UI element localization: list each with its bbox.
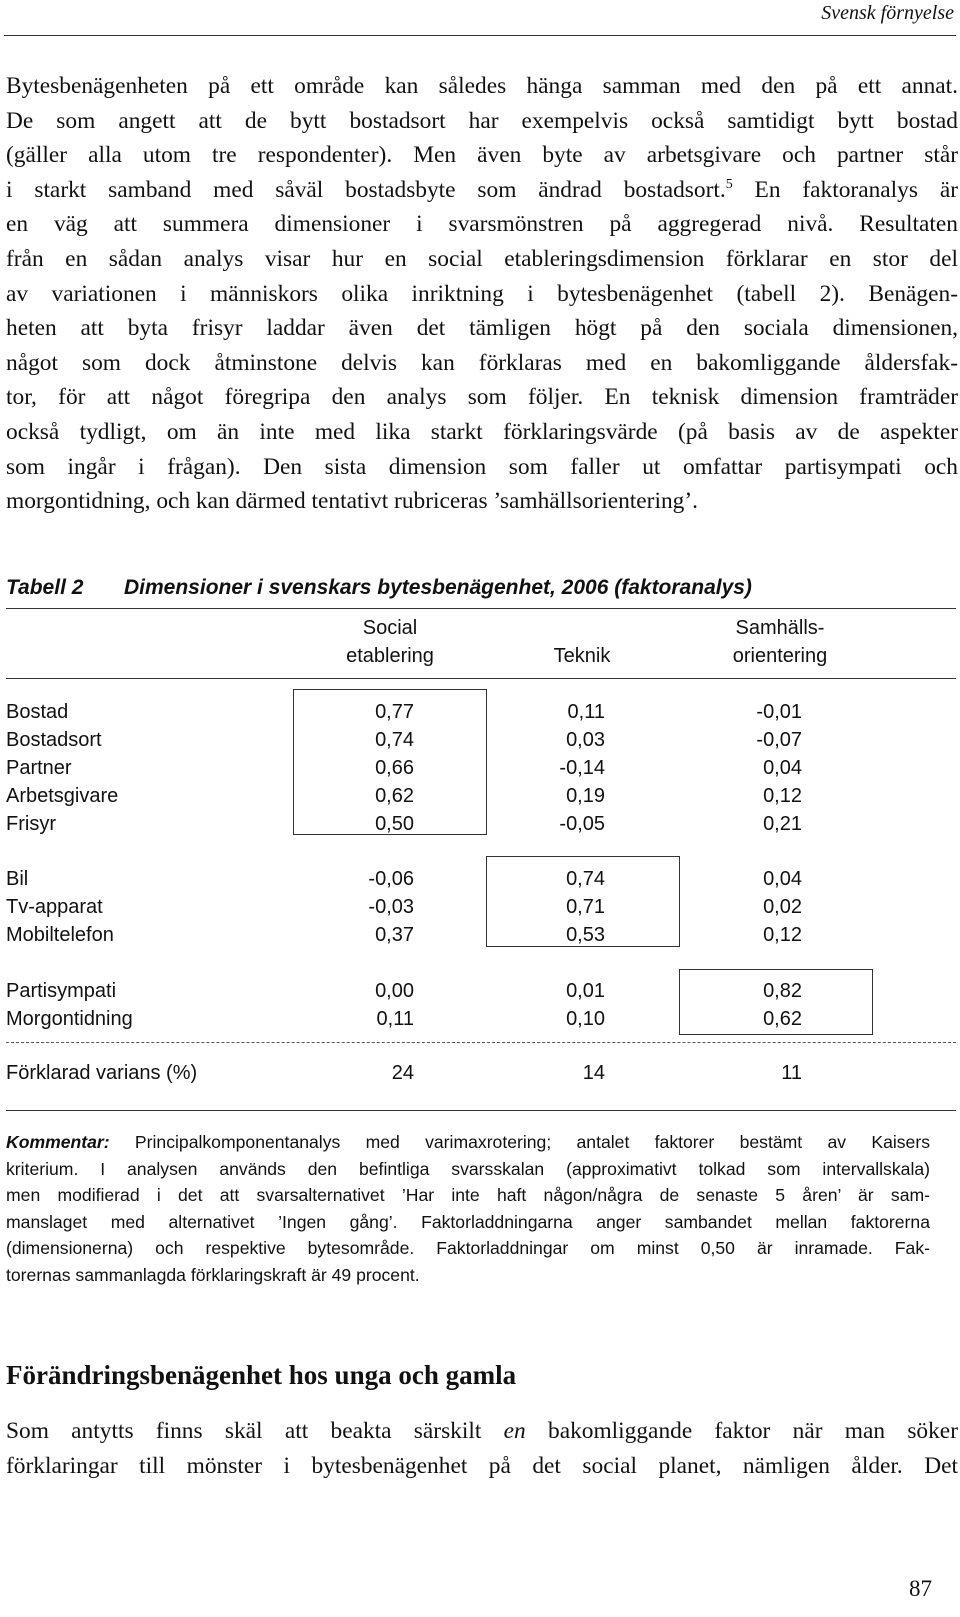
paragraph-line: morgontidning, och kan därmed tentativt rubriceras ’samhällsorientering’. [6,488,698,515]
cell-teknik: 0,19 [566,785,605,807]
column-header-line: etablering [346,645,434,667]
row-label: Bostadsort [6,729,102,751]
paragraph-line [6,1414,958,1449]
cell-samhalls: 0,62 [763,1008,802,1030]
cell-samhalls: 0,82 [763,980,802,1002]
row-label: Morgontidning [6,1008,133,1030]
column-header-teknik: Teknik [553,645,611,667]
cell-teknik: 0,03 [566,729,605,751]
cell-teknik: 0,10 [566,1008,605,1030]
table-header-rule [6,678,956,679]
cell-samhalls: 0,12 [763,785,802,807]
cell-teknik: 0,74 [566,868,605,890]
row-label: Arbetsgivare [6,785,119,807]
comment-line: men modifierad i det att svarsalternativet ’Har inte haft någon/några de senaste 5 åren’ är sam- [6,1185,930,1206]
cell-social: -0,03 [368,896,414,918]
paragraph-line: en väg att summera dimensioner i svarsmönstren på aggregerad nivå. Resultaten [6,211,958,238]
paragraph-line: Bytesbenägenheten på ett område kan således hänga samman med den på ett annat. [6,73,958,99]
paragraph-text: En faktoranalys är [732,176,958,203]
paragraph-line: också tydligt, om än inte med lika starkt förklaringsvärde (på basis av de aspekter [6,418,958,445]
cell-social: 0,77 [375,701,414,723]
cell-samhalls: 0,12 [763,924,802,946]
paragraph-line: förklaringar till mönster i bytesbenägenhet på det social planet, nämligen ålder. Det [6,1452,958,1479]
variance-teknik: 14 [582,1062,605,1084]
cell-social: 0,50 [375,813,414,835]
column-header-social [300,614,480,670]
cell-samhalls: 0,21 [763,813,802,835]
row-label: Mobiltelefon [6,924,114,946]
row-label: Frisyr [6,813,56,835]
body-paragraph [6,69,958,519]
variance-label: Förklarad varians (%) [6,1062,198,1084]
cell-samhalls: 0,04 [763,757,802,779]
cell-samhalls: -0,07 [756,729,802,751]
variance-social: 24 [391,1062,414,1084]
row-label: Partisympati [6,980,117,1002]
cell-teknik: 0,01 [566,980,605,1002]
header-rule [4,35,956,36]
paragraph-line: tor, för att något föregripa den analys som följer. En teknisk dimension framträder [6,384,958,411]
column-header-line: Samhälls- [735,617,825,639]
footnote-marker: 5 [725,176,733,192]
cell-samhalls: 0,02 [763,896,802,918]
column-header-samhalls [690,614,870,670]
emphasis-text: en [503,1418,526,1444]
paragraph-line: heten att byta frisyr laddar även det tämligen högt på den sociala dimensionen, [6,315,958,342]
page-number: 87 [909,1576,932,1601]
running-head: Svensk förnyelse [821,2,954,24]
row-label: Partner [6,757,72,779]
cell-teknik: 0,11 [567,701,605,723]
cell-samhalls: -0,01 [756,701,802,723]
table-dashed-rule [6,1042,956,1043]
paragraph-line: av variationen i människors olika inriktning i bytesbenägenhet (tabell 2). Benägen- [6,280,958,307]
cell-teknik: -0,14 [559,757,605,779]
table-comment [6,1129,930,1289]
paragraph-line: från en sådan analys visar hur en social etableringsdimension förklarar en stor del [6,245,958,272]
variance-samhalls: 11 [781,1062,802,1084]
section-paragraph [6,1414,958,1483]
cell-social: 0,37 [375,924,414,946]
comment-line: (dimensionerna) och respektive bytesområde. Faktorladdningar om minst 0,50 är inramade. Fak- [6,1238,930,1259]
paragraph-text: bakomliggande faktor när man söker [525,1418,958,1444]
cell-social: 0,66 [375,757,414,779]
paragraph-text: Som antytts finns skäl att beakta särskilt [6,1418,504,1444]
comment-line: manslaget med alternativet ’Ingen gång’. Faktorladdningarna anger sambandet mellan faktorerna [6,1211,930,1232]
cell-social: -0,06 [368,868,414,890]
cell-social: 0,74 [375,729,414,751]
section-heading: Förändringsbenägenhet hos unga och gamla [6,1360,517,1390]
comment-line [6,1129,930,1156]
comment-line: torernas sammanlagda förklaringskraft är 49 procent. [6,1264,420,1285]
paragraph-line: något som dock åtminstone delvis kan förklaras med en bakomliggande åldersfak- [6,349,958,376]
comment-label: Kommentar: [6,1132,110,1152]
row-label: Bostad [6,701,69,723]
cell-teknik: 0,71 [566,896,605,918]
cell-samhalls: 0,04 [763,868,802,890]
paragraph-line: De som angett att de bytt bostadsort har exempelvis också samtidigt bytt bostad [6,107,958,134]
cell-social: 0,00 [375,980,414,1002]
column-header-line: Social [362,617,418,639]
row-label: Bil [6,868,29,890]
row-label: Tv-apparat [6,896,103,918]
paragraph-line: (gäller alla utom tre respondenter). Men även byte av arbetsgivare och partner står [6,142,958,169]
table-caption [6,576,752,600]
table-label: Tabell 2 [6,576,84,599]
cell-social: 0,62 [375,785,414,807]
cell-teknik: -0,05 [559,813,605,835]
cell-teknik: 0,53 [566,924,605,946]
table-top-rule [6,608,956,609]
paragraph-line [6,173,958,208]
column-header-line: orientering [732,645,828,667]
cell-social: 0,11 [376,1008,414,1030]
comment-line: kriterium. I analysen används den befintliga svarsskalan (approximativt tolkad som intervallskala) [6,1158,930,1179]
paragraph-line: som ingår i frågan). Den sista dimension som faller ut omfattar partisympati och [6,453,958,480]
table-bottom-rule [6,1110,956,1111]
table-title: Dimensioner i svenskars bytesbenägenhet, 2006 (faktoranalys) [124,576,752,599]
paragraph-text: i starkt samband med såväl bostadsbyte som ändrad bostadsort. [6,176,726,203]
comment-text: Principalkomponentanalys med varimaxrotering; antalet faktorer bestämt av Kaisers [109,1132,930,1152]
